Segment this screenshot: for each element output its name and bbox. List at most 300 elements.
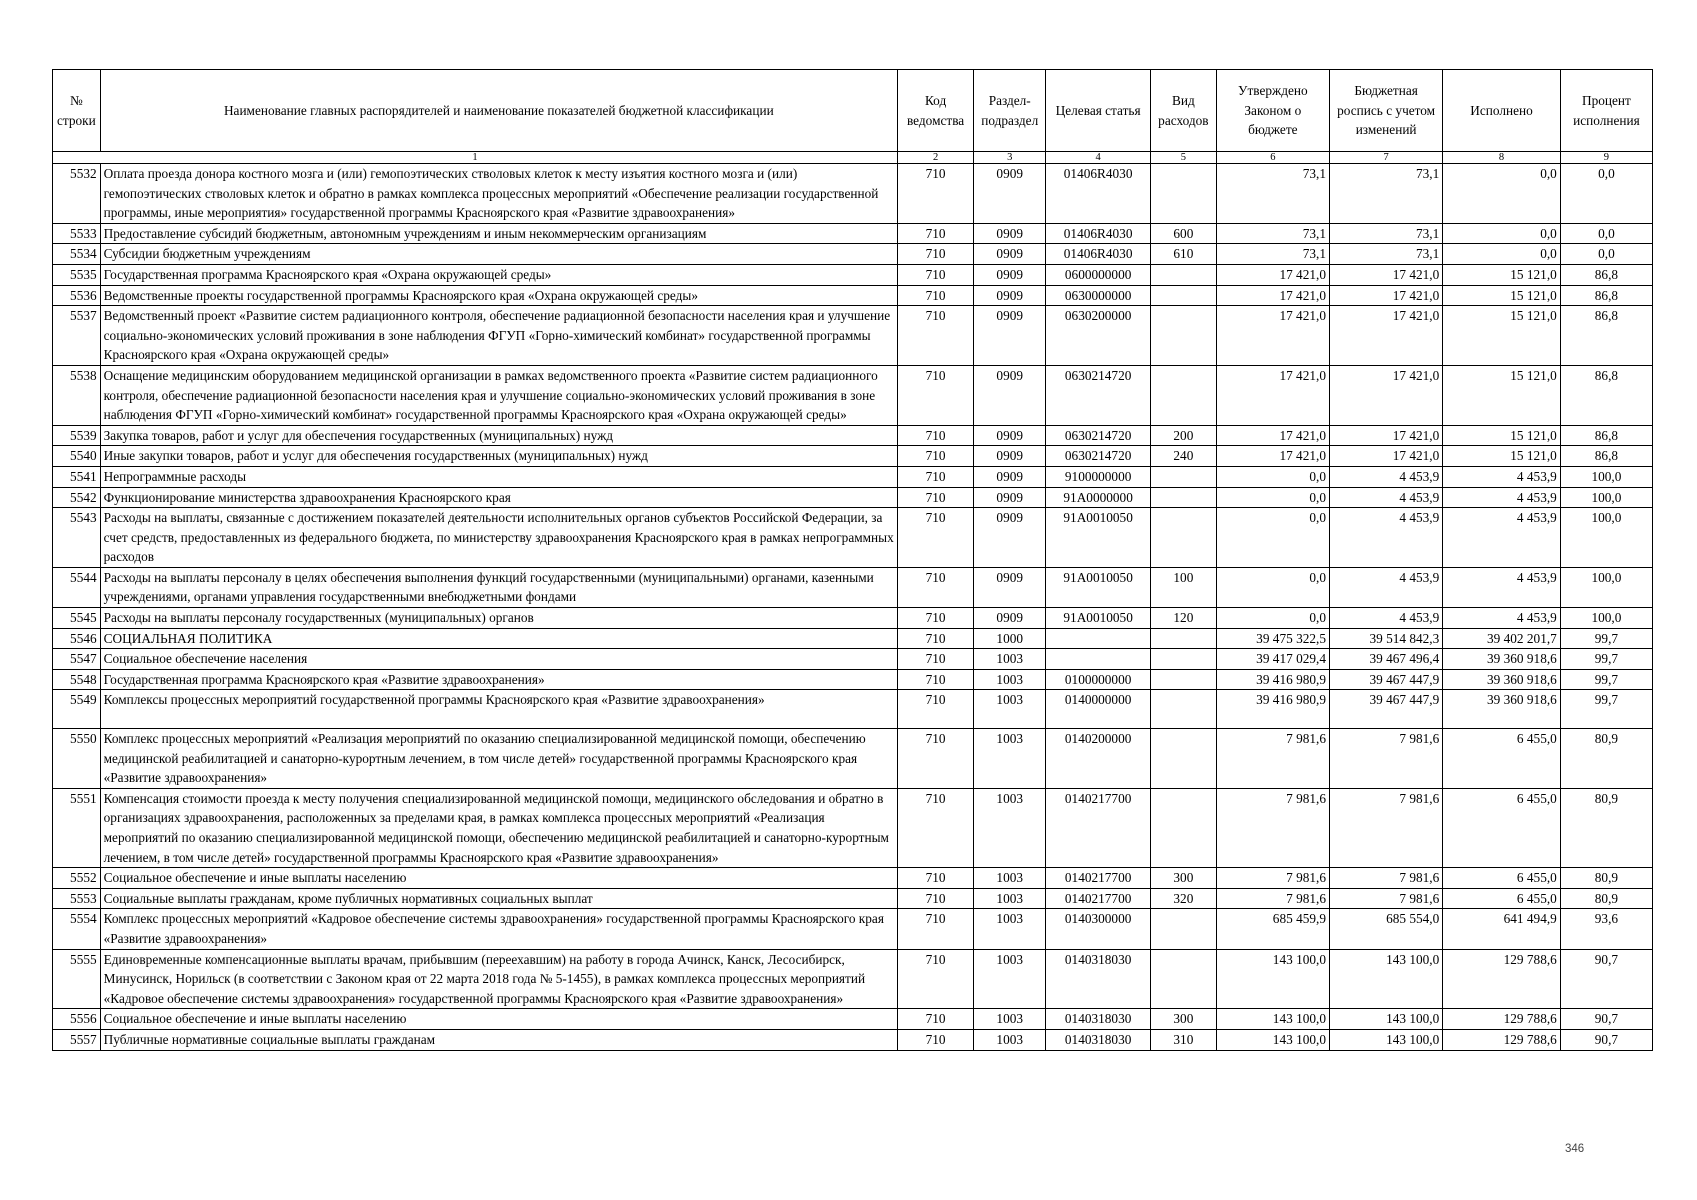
dept-code: 710 xyxy=(897,909,973,949)
executed-amount: 6 455,0 xyxy=(1443,868,1561,889)
section-code: 0909 xyxy=(974,306,1046,366)
expense-type xyxy=(1151,949,1217,1009)
expense-type xyxy=(1151,649,1217,670)
target-article: 0140217700 xyxy=(1046,868,1151,889)
header-expense-type: Вид расходов xyxy=(1151,70,1217,152)
table-row xyxy=(53,949,1653,1009)
section-code: 1003 xyxy=(974,690,1046,729)
row-number: 5556 xyxy=(53,1009,101,1030)
table-row xyxy=(53,628,1653,649)
target-article: 0140000000 xyxy=(1046,690,1151,729)
row-number: 5553 xyxy=(53,888,101,909)
target-article: 0140318030 xyxy=(1046,1029,1151,1050)
execution-percent: 90,7 xyxy=(1560,1009,1652,1030)
target-article: 01406R4030 xyxy=(1046,164,1151,224)
approved-amount: 685 459,9 xyxy=(1216,909,1329,949)
row-name: Оплата проезда донора костного мозга и (или) гемопоэтических стволовых клеток к месту изъятия костного мозга и (или) гемопоэтических стволовых клеток и обратно в рамках комплекса процессных мероприятий «Обеспечение реализации государственной программы, иные мероприятия» государственной программы Красноярского края «Развитие здравоохранения» xyxy=(100,164,897,224)
column-number: 1 xyxy=(53,152,898,164)
budget-amount: 73,1 xyxy=(1329,164,1442,224)
table-row xyxy=(53,868,1653,889)
dept-code: 710 xyxy=(897,164,973,224)
dept-code: 710 xyxy=(897,508,973,568)
execution-percent: 93,6 xyxy=(1560,909,1652,949)
expense-type xyxy=(1151,729,1217,789)
budget-amount: 4 453,9 xyxy=(1329,608,1442,629)
expense-type: 300 xyxy=(1151,868,1217,889)
header-dept-code: Код ведомства xyxy=(897,70,973,152)
table-row xyxy=(53,365,1653,425)
table-row xyxy=(53,669,1653,690)
execution-percent: 99,7 xyxy=(1560,690,1652,729)
header-target: Целевая статья xyxy=(1046,70,1151,152)
budget-amount: 685 554,0 xyxy=(1329,909,1442,949)
expense-type xyxy=(1151,788,1217,867)
row-number: 5538 xyxy=(53,365,101,425)
target-article: 0630200000 xyxy=(1046,306,1151,366)
target-article: 0630214720 xyxy=(1046,446,1151,467)
execution-percent: 86,8 xyxy=(1560,264,1652,285)
target-article xyxy=(1046,628,1151,649)
approved-amount: 17 421,0 xyxy=(1216,425,1329,446)
row-name: Расходы на выплаты персоналу государственных (муниципальных) органов xyxy=(100,608,897,629)
execution-percent: 86,8 xyxy=(1560,365,1652,425)
executed-amount: 39 360 918,6 xyxy=(1443,669,1561,690)
table-row xyxy=(53,690,1653,729)
approved-amount: 39 416 980,9 xyxy=(1216,669,1329,690)
row-name: Единовременные компенсационные выплаты врачам, прибывшим (переехавшим) на работу в города Ачинск, Канск, Лесосибирск, Минусинск, Норильск (в соответствии с Законом края от 22 марта 2018 года № 5-1455), в рамках комплекса процессных мероприятий «Кадровое обеспечение системы здравоохранения» государственной программы Красноярского края «Развитие здравоохранения» xyxy=(100,949,897,1009)
execution-percent: 80,9 xyxy=(1560,868,1652,889)
row-number: 5540 xyxy=(53,446,101,467)
header-budget-list: Бюджетная роспись с учетом изменений xyxy=(1329,70,1442,152)
execution-percent: 100,0 xyxy=(1560,508,1652,568)
expense-type xyxy=(1151,909,1217,949)
expense-type: 320 xyxy=(1151,888,1217,909)
row-name: СОЦИАЛЬНАЯ ПОЛИТИКА xyxy=(100,628,897,649)
row-number: 5542 xyxy=(53,487,101,508)
executed-amount: 129 788,6 xyxy=(1443,949,1561,1009)
executed-amount: 4 453,9 xyxy=(1443,487,1561,508)
executed-amount: 129 788,6 xyxy=(1443,1009,1561,1030)
approved-amount: 7 981,6 xyxy=(1216,729,1329,789)
row-name: Оснащение медицинским оборудованием медицинской организации в рамках ведомственного проекта «Развитие систем радиационного контроля, обеспечение радиационной безопасности населения края и улучшение социально-экономических условий проживания в зоне наблюдения ФГУП «Горно-химический комбинат» государственной программы Красноярского края «Охрана окружающей среды» xyxy=(100,365,897,425)
row-name: Социальное обеспечение населения xyxy=(100,649,897,670)
budget-amount: 7 981,6 xyxy=(1329,888,1442,909)
target-article: 0140217700 xyxy=(1046,788,1151,867)
dept-code: 710 xyxy=(897,669,973,690)
table-row xyxy=(53,306,1653,366)
row-number: 5548 xyxy=(53,669,101,690)
section-code: 1003 xyxy=(974,649,1046,670)
approved-amount: 39 475 322,5 xyxy=(1216,628,1329,649)
column-number: 9 xyxy=(1560,152,1652,164)
execution-percent: 100,0 xyxy=(1560,487,1652,508)
column-numbers-row xyxy=(53,152,1653,164)
budget-amount: 39 467 447,9 xyxy=(1329,669,1442,690)
approved-amount: 17 421,0 xyxy=(1216,264,1329,285)
expense-type: 310 xyxy=(1151,1029,1217,1050)
budget-amount: 39 514 842,3 xyxy=(1329,628,1442,649)
page-number: 346 xyxy=(1565,1143,1585,1155)
executed-amount: 15 121,0 xyxy=(1443,306,1561,366)
row-name: Государственная программа Красноярского края «Развитие здравоохранения» xyxy=(100,669,897,690)
dept-code: 710 xyxy=(897,446,973,467)
executed-amount: 4 453,9 xyxy=(1443,466,1561,487)
expense-type: 610 xyxy=(1151,244,1217,265)
executed-amount: 6 455,0 xyxy=(1443,888,1561,909)
approved-amount: 73,1 xyxy=(1216,244,1329,265)
section-code: 1003 xyxy=(974,669,1046,690)
budget-amount: 143 100,0 xyxy=(1329,1029,1442,1050)
row-name: Непрограммные расходы xyxy=(100,466,897,487)
row-name: Ведомственные проекты государственной программы Красноярского края «Охрана окружающей среды» xyxy=(100,285,897,306)
table-row xyxy=(53,425,1653,446)
section-code: 1003 xyxy=(974,949,1046,1009)
execution-percent: 99,7 xyxy=(1560,649,1652,670)
expense-type xyxy=(1151,669,1217,690)
header-row xyxy=(53,70,1653,152)
target-article: 0140200000 xyxy=(1046,729,1151,789)
budget-amount: 7 981,6 xyxy=(1329,788,1442,867)
executed-amount: 39 360 918,6 xyxy=(1443,690,1561,729)
dept-code: 710 xyxy=(897,868,973,889)
row-name: Закупка товаров, работ и услуг для обеспечения государственных (муниципальных) нужд xyxy=(100,425,897,446)
budget-amount: 4 453,9 xyxy=(1329,508,1442,568)
row-name: Публичные нормативные социальные выплаты гражданам xyxy=(100,1029,897,1050)
row-name: Компенсация стоимости проезда к месту получения специализированной медицинской помощи, медицинского обследования и обратно в организациях здравоохранения, расположенных за пределами края, в рамках комплекса процессных мероприятий «Реализация мероприятий по оказанию специализированной медицинской помощи, обеспечению медицинской реабилитацией и санаторно-курортным лечением, в том числе детей» государственной программы Красноярского края «Развитие здравоохранения» xyxy=(100,788,897,867)
expense-type: 240 xyxy=(1151,446,1217,467)
header-section: Раздел-подраздел xyxy=(974,70,1046,152)
dept-code: 710 xyxy=(897,788,973,867)
expense-type: 200 xyxy=(1151,425,1217,446)
table-row xyxy=(53,729,1653,789)
target-article: 0600000000 xyxy=(1046,264,1151,285)
target-article: 91А0010050 xyxy=(1046,567,1151,607)
column-number: 5 xyxy=(1151,152,1217,164)
executed-amount: 0,0 xyxy=(1443,164,1561,224)
dept-code: 710 xyxy=(897,1009,973,1030)
row-name: Предоставление субсидий бюджетным, автономным учреждениям и иным некоммерческим организациям xyxy=(100,223,897,244)
table-row xyxy=(53,285,1653,306)
dept-code: 710 xyxy=(897,466,973,487)
dept-code: 710 xyxy=(897,306,973,366)
table-row xyxy=(53,888,1653,909)
section-code: 0909 xyxy=(974,446,1046,467)
execution-percent: 90,7 xyxy=(1560,949,1652,1009)
target-article: 0630214720 xyxy=(1046,365,1151,425)
table-row xyxy=(53,446,1653,467)
budget-amount: 7 981,6 xyxy=(1329,729,1442,789)
row-name: Иные закупки товаров, работ и услуг для обеспечения государственных (муниципальных) нужд xyxy=(100,446,897,467)
execution-percent: 99,7 xyxy=(1560,628,1652,649)
approved-amount: 143 100,0 xyxy=(1216,1009,1329,1030)
executed-amount: 15 121,0 xyxy=(1443,285,1561,306)
column-number: 7 xyxy=(1329,152,1442,164)
execution-percent: 86,8 xyxy=(1560,285,1652,306)
expense-type: 600 xyxy=(1151,223,1217,244)
approved-amount: 17 421,0 xyxy=(1216,306,1329,366)
target-article: 0630214720 xyxy=(1046,425,1151,446)
row-number: 5532 xyxy=(53,164,101,224)
table-row xyxy=(53,487,1653,508)
budget-amount: 17 421,0 xyxy=(1329,425,1442,446)
row-name: Расходы на выплаты персоналу в целях обеспечения выполнения функций государственными (муниципальными) органами, казенными учреждениями, органами управления государственными внебюджетными фондами xyxy=(100,567,897,607)
execution-percent: 80,9 xyxy=(1560,788,1652,867)
row-name: Социальное обеспечение и иные выплаты населению xyxy=(100,1009,897,1030)
section-code: 1003 xyxy=(974,788,1046,867)
execution-percent: 86,8 xyxy=(1560,306,1652,366)
dept-code: 710 xyxy=(897,608,973,629)
approved-amount: 7 981,6 xyxy=(1216,888,1329,909)
executed-amount: 15 121,0 xyxy=(1443,264,1561,285)
row-number: 5534 xyxy=(53,244,101,265)
table-row xyxy=(53,909,1653,949)
budget-amount: 39 467 496,4 xyxy=(1329,649,1442,670)
budget-amount: 39 467 447,9 xyxy=(1329,690,1442,729)
row-number: 5554 xyxy=(53,909,101,949)
approved-amount: 17 421,0 xyxy=(1216,285,1329,306)
execution-percent: 90,7 xyxy=(1560,1029,1652,1050)
expense-type xyxy=(1151,365,1217,425)
dept-code: 710 xyxy=(897,264,973,285)
section-code: 0909 xyxy=(974,608,1046,629)
target-article: 01406R4030 xyxy=(1046,244,1151,265)
table-row xyxy=(53,1009,1653,1030)
approved-amount: 39 417 029,4 xyxy=(1216,649,1329,670)
table-row xyxy=(53,466,1653,487)
header-name: Наименование главных распорядителей и наименование показателей бюджетной классификации xyxy=(100,70,897,152)
budget-amount: 17 421,0 xyxy=(1329,285,1442,306)
row-name: Функционирование министерства здравоохранения Красноярского края xyxy=(100,487,897,508)
table-row xyxy=(53,788,1653,867)
approved-amount: 0,0 xyxy=(1216,608,1329,629)
header-row-no: № строки xyxy=(53,70,101,152)
execution-percent: 86,8 xyxy=(1560,425,1652,446)
dept-code: 710 xyxy=(897,487,973,508)
approved-amount: 7 981,6 xyxy=(1216,788,1329,867)
approved-amount: 143 100,0 xyxy=(1216,949,1329,1009)
budget-amount: 4 453,9 xyxy=(1329,487,1442,508)
budget-amount: 7 981,6 xyxy=(1329,868,1442,889)
budget-amount: 143 100,0 xyxy=(1329,1009,1442,1030)
approved-amount: 39 416 980,9 xyxy=(1216,690,1329,729)
row-name: Расходы на выплаты, связанные с достижением показателей деятельности исполнительных органов субъектов Российской Федерации, за счет средств, предоставленных из федерального бюджета, по министерству здравоохранения Красноярского края в рамках непрограммных расходов xyxy=(100,508,897,568)
dept-code: 710 xyxy=(897,425,973,446)
executed-amount: 6 455,0 xyxy=(1443,729,1561,789)
row-number: 5533 xyxy=(53,223,101,244)
row-name: Ведомственный проект «Развитие систем радиационного контроля, обеспечение радиационной безопасности населения края и улучшение социально-экономических условий проживания в зоне наблюдения ФГУП «Горно-химический комбинат» государственной программы Красноярского края «Охрана окружающей среды» xyxy=(100,306,897,366)
execution-percent: 80,9 xyxy=(1560,888,1652,909)
row-name: Государственная программа Красноярского края «Охрана окружающей среды» xyxy=(100,264,897,285)
executed-amount: 4 453,9 xyxy=(1443,508,1561,568)
budget-amount: 143 100,0 xyxy=(1329,949,1442,1009)
dept-code: 710 xyxy=(897,649,973,670)
dept-code: 710 xyxy=(897,888,973,909)
section-code: 1003 xyxy=(974,888,1046,909)
table-row xyxy=(53,1029,1653,1050)
budget-amount: 17 421,0 xyxy=(1329,306,1442,366)
section-code: 1003 xyxy=(974,868,1046,889)
target-article: 0140300000 xyxy=(1046,909,1151,949)
target-article: 01406R4030 xyxy=(1046,223,1151,244)
row-name: Комплексы процессных мероприятий государственной программы Красноярского края «Развитие здравоохранения» xyxy=(100,690,897,729)
dept-code: 710 xyxy=(897,729,973,789)
dept-code: 710 xyxy=(897,567,973,607)
expense-type: 120 xyxy=(1151,608,1217,629)
row-number: 5549 xyxy=(53,690,101,729)
approved-amount: 0,0 xyxy=(1216,508,1329,568)
table-body xyxy=(53,164,1653,1051)
section-code: 1003 xyxy=(974,1029,1046,1050)
expense-type: 300 xyxy=(1151,1009,1217,1030)
row-number: 5545 xyxy=(53,608,101,629)
expense-type xyxy=(1151,628,1217,649)
target-article: 0100000000 xyxy=(1046,669,1151,690)
approved-amount: 143 100,0 xyxy=(1216,1029,1329,1050)
budget-amount: 73,1 xyxy=(1329,223,1442,244)
execution-percent: 0,0 xyxy=(1560,223,1652,244)
budget-table xyxy=(52,69,1653,1051)
row-number: 5536 xyxy=(53,285,101,306)
execution-percent: 100,0 xyxy=(1560,608,1652,629)
row-number: 5546 xyxy=(53,628,101,649)
table-row xyxy=(53,244,1653,265)
executed-amount: 641 494,9 xyxy=(1443,909,1561,949)
executed-amount: 0,0 xyxy=(1443,244,1561,265)
dept-code: 710 xyxy=(897,285,973,306)
target-article: 0630000000 xyxy=(1046,285,1151,306)
row-name: Социальное обеспечение и иные выплаты населению xyxy=(100,868,897,889)
execution-percent: 0,0 xyxy=(1560,164,1652,224)
executed-amount: 6 455,0 xyxy=(1443,788,1561,867)
row-name: Социальные выплаты гражданам, кроме публичных нормативных социальных выплат xyxy=(100,888,897,909)
section-code: 0909 xyxy=(974,285,1046,306)
executed-amount: 15 121,0 xyxy=(1443,365,1561,425)
column-number: 3 xyxy=(974,152,1046,164)
row-number: 5541 xyxy=(53,466,101,487)
section-code: 0909 xyxy=(974,164,1046,224)
row-number: 5535 xyxy=(53,264,101,285)
dept-code: 710 xyxy=(897,244,973,265)
budget-amount: 73,1 xyxy=(1329,244,1442,265)
row-number: 5537 xyxy=(53,306,101,366)
section-code: 0909 xyxy=(974,425,1046,446)
target-article: 0140318030 xyxy=(1046,949,1151,1009)
row-number: 5543 xyxy=(53,508,101,568)
approved-amount: 73,1 xyxy=(1216,223,1329,244)
expense-type xyxy=(1151,264,1217,285)
executed-amount: 0,0 xyxy=(1443,223,1561,244)
executed-amount: 4 453,9 xyxy=(1443,608,1561,629)
table-row xyxy=(53,264,1653,285)
budget-page xyxy=(52,69,1653,1051)
row-number: 5555 xyxy=(53,949,101,1009)
row-name: Комплекс процессных мероприятий «Реализация мероприятий по оказанию специализированной медицинской помощи, обеспечению медицинской реабилитацией и санаторно-курортным лечением, в том числе детей» государственной программы Красноярского края «Развитие здравоохранения» xyxy=(100,729,897,789)
section-code: 0909 xyxy=(974,487,1046,508)
section-code: 0909 xyxy=(974,567,1046,607)
execution-percent: 100,0 xyxy=(1560,567,1652,607)
approved-amount: 7 981,6 xyxy=(1216,868,1329,889)
section-code: 0909 xyxy=(974,223,1046,244)
expense-type xyxy=(1151,285,1217,306)
execution-percent: 80,9 xyxy=(1560,729,1652,789)
target-article: 91А0000000 xyxy=(1046,487,1151,508)
row-number: 5557 xyxy=(53,1029,101,1050)
column-number: 8 xyxy=(1443,152,1561,164)
target-article: 0140217700 xyxy=(1046,888,1151,909)
table-row xyxy=(53,164,1653,224)
table-row xyxy=(53,608,1653,629)
expense-type xyxy=(1151,508,1217,568)
approved-amount: 0,0 xyxy=(1216,466,1329,487)
executed-amount: 15 121,0 xyxy=(1443,425,1561,446)
row-number: 5544 xyxy=(53,567,101,607)
approved-amount: 73,1 xyxy=(1216,164,1329,224)
table-row xyxy=(53,223,1653,244)
column-number: 6 xyxy=(1216,152,1329,164)
section-code: 0909 xyxy=(974,264,1046,285)
header-approved: Утверждено Законом о бюджете xyxy=(1216,70,1329,152)
budget-amount: 4 453,9 xyxy=(1329,466,1442,487)
section-code: 0909 xyxy=(974,365,1046,425)
row-number: 5552 xyxy=(53,868,101,889)
section-code: 0909 xyxy=(974,508,1046,568)
executed-amount: 39 402 201,7 xyxy=(1443,628,1561,649)
row-number: 5551 xyxy=(53,788,101,867)
executed-amount: 15 121,0 xyxy=(1443,446,1561,467)
section-code: 0909 xyxy=(974,466,1046,487)
row-name: Субсидии бюджетным учреждениям xyxy=(100,244,897,265)
expense-type: 100 xyxy=(1151,567,1217,607)
target-article: 91А0010050 xyxy=(1046,608,1151,629)
table-row xyxy=(53,567,1653,607)
budget-amount: 17 421,0 xyxy=(1329,264,1442,285)
dept-code: 710 xyxy=(897,690,973,729)
target-article: 9100000000 xyxy=(1046,466,1151,487)
dept-code: 710 xyxy=(897,365,973,425)
table-row xyxy=(53,508,1653,568)
executed-amount: 4 453,9 xyxy=(1443,567,1561,607)
column-number: 4 xyxy=(1046,152,1151,164)
expense-type xyxy=(1151,466,1217,487)
row-name: Комплекс процессных мероприятий «Кадровое обеспечение системы здравоохранения» государственной программы Красноярского края «Развитие здравоохранения» xyxy=(100,909,897,949)
section-code: 1003 xyxy=(974,909,1046,949)
header-executed: Исполнено xyxy=(1443,70,1561,152)
execution-percent: 100,0 xyxy=(1560,466,1652,487)
budget-amount: 4 453,9 xyxy=(1329,567,1442,607)
execution-percent: 99,7 xyxy=(1560,669,1652,690)
expense-type xyxy=(1151,164,1217,224)
target-article: 91А0010050 xyxy=(1046,508,1151,568)
row-number: 5547 xyxy=(53,649,101,670)
section-code: 1000 xyxy=(974,628,1046,649)
row-number: 5550 xyxy=(53,729,101,789)
header-percent: Процент исполнения xyxy=(1560,70,1652,152)
expense-type xyxy=(1151,487,1217,508)
section-code: 1003 xyxy=(974,1009,1046,1030)
budget-amount: 17 421,0 xyxy=(1329,446,1442,467)
column-number: 2 xyxy=(897,152,973,164)
budget-amount: 17 421,0 xyxy=(1329,365,1442,425)
execution-percent: 0,0 xyxy=(1560,244,1652,265)
executed-amount: 129 788,6 xyxy=(1443,1029,1561,1050)
expense-type xyxy=(1151,690,1217,729)
row-number: 5539 xyxy=(53,425,101,446)
dept-code: 710 xyxy=(897,628,973,649)
section-code: 1003 xyxy=(974,729,1046,789)
dept-code: 710 xyxy=(897,949,973,1009)
executed-amount: 39 360 918,6 xyxy=(1443,649,1561,670)
dept-code: 710 xyxy=(897,223,973,244)
